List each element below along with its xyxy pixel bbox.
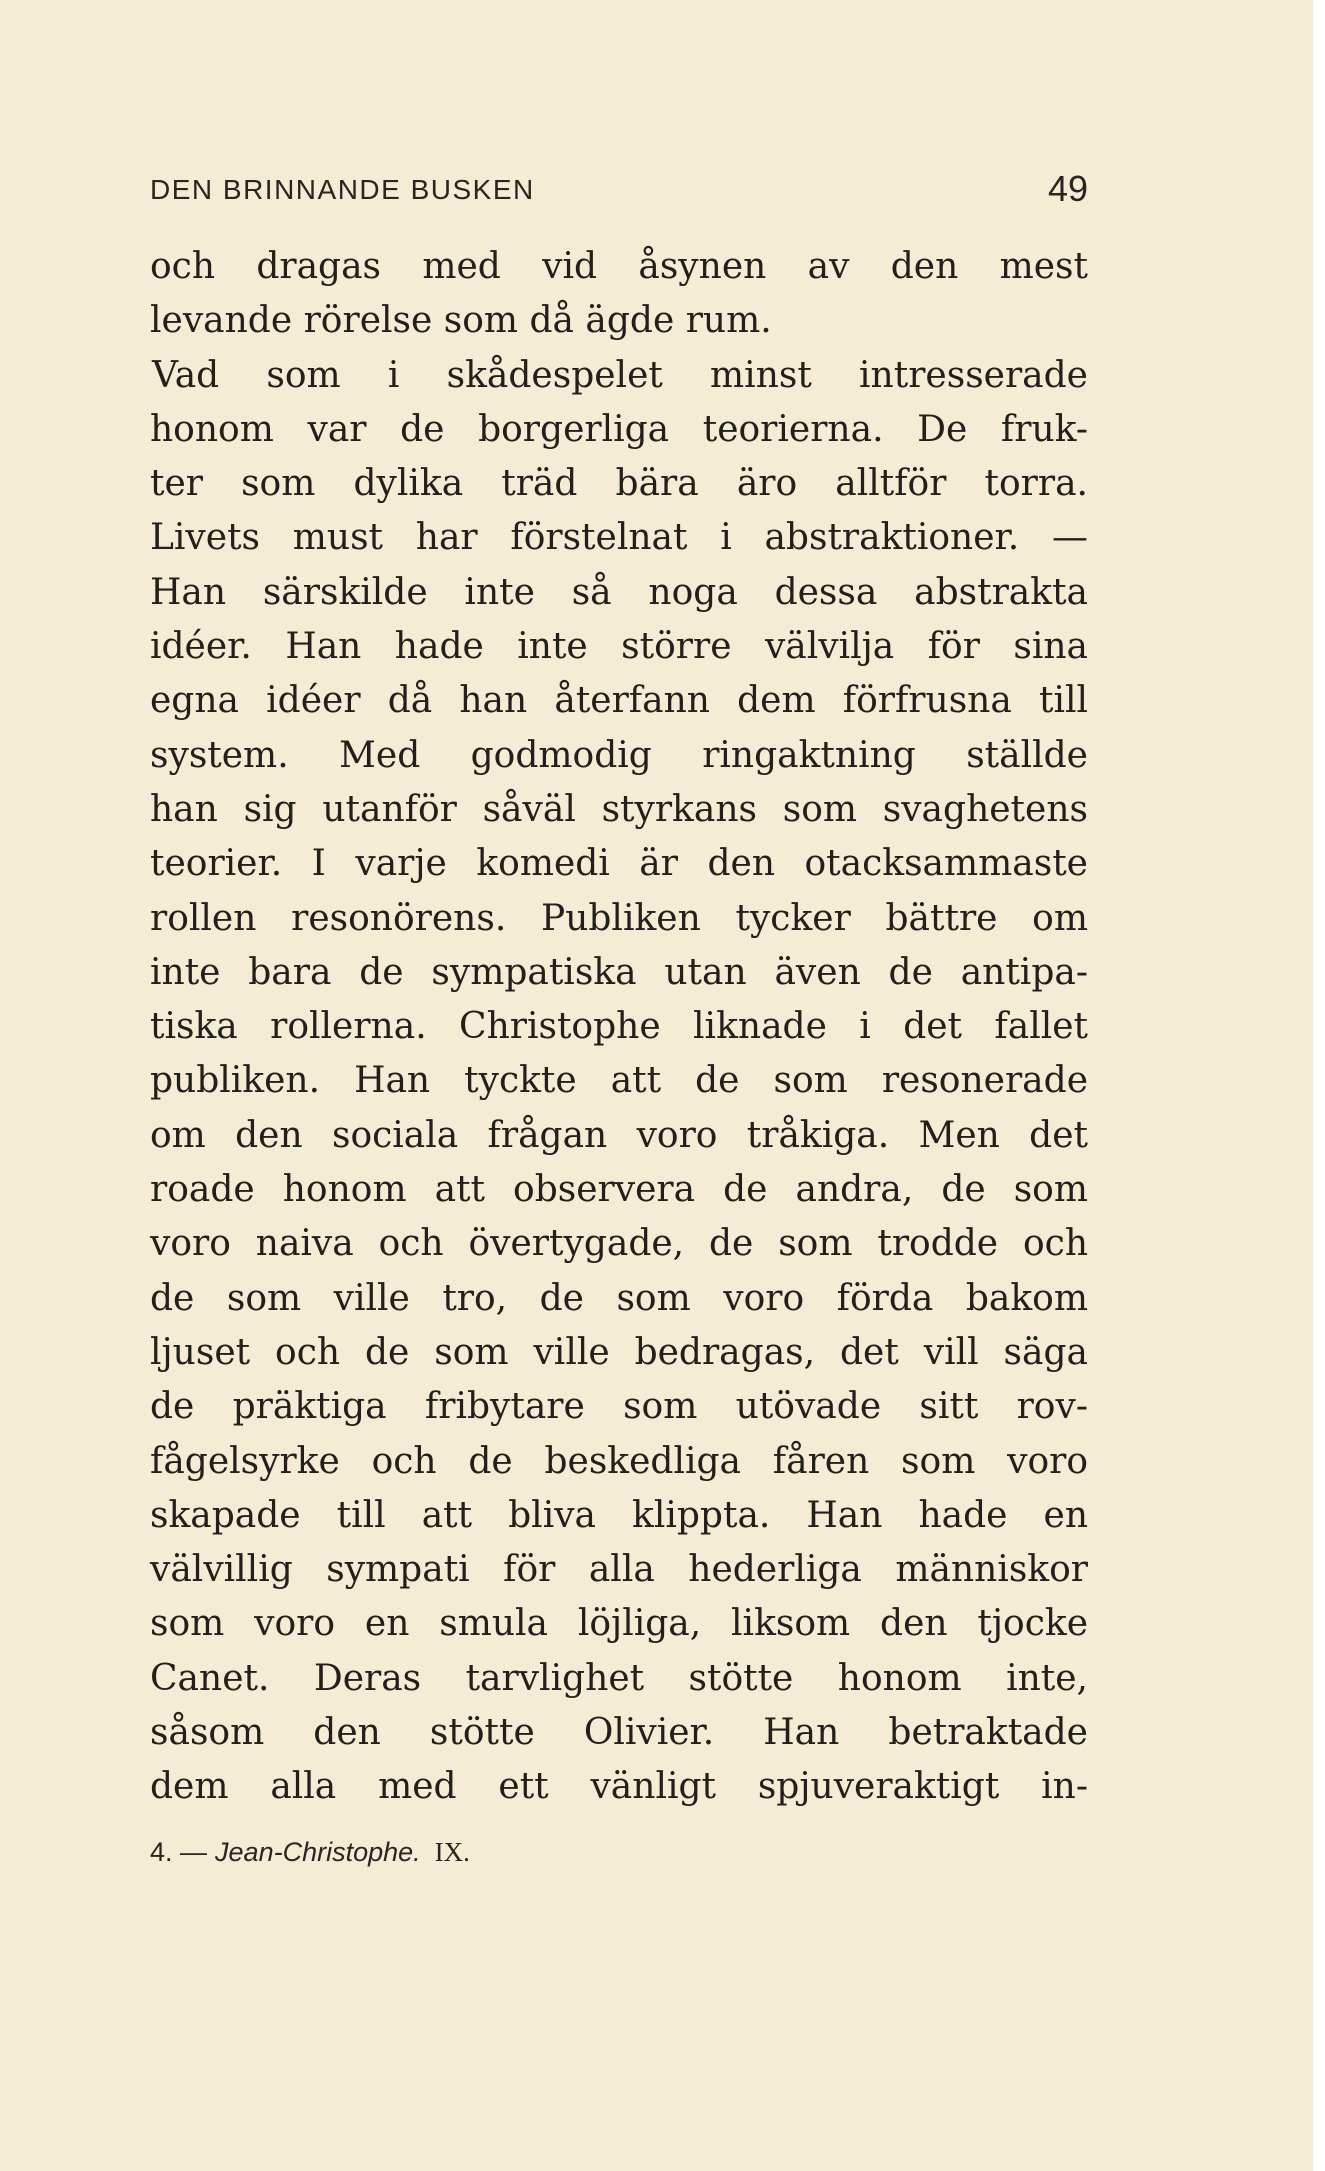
text-line: tiska rollerna. Christophe liknade i det fallet xyxy=(150,1006,1088,1048)
running-title: DEN BRINNANDE BUSKEN xyxy=(150,174,535,205)
signature-volume: IX. xyxy=(434,1837,470,1867)
text-line: de som ville tro, de som voro förda bakom xyxy=(150,1277,1088,1319)
text-line: och dragas med vid åsynen av den mest xyxy=(150,246,1088,287)
page-number: 49 xyxy=(1047,168,1088,209)
text-line: Vad som i skådespelet minst intresserade xyxy=(152,354,1088,396)
scan-margin xyxy=(1313,0,1325,2171)
text-line: voro naiva och övertygade, de som trodde och xyxy=(150,1223,1088,1265)
text-line: om den sociala frågan voro tråkiga. Men det xyxy=(150,1114,1088,1156)
signature-number: 4. — xyxy=(150,1837,208,1867)
text-line: publiken. Han tyckte att de som resonerade xyxy=(150,1060,1088,1102)
text-line: roade honom att observera de andra, de som xyxy=(150,1169,1088,1211)
text-line: välvillig sympati för alla hederliga människor xyxy=(150,1549,1088,1591)
text-line: teorier. I varje komedi är den otacksammaste xyxy=(150,843,1088,885)
text-line: system. Med godmodig ringaktning ställde xyxy=(150,734,1088,776)
text-line: såsom den stötte Olivier. Han betraktade xyxy=(150,1712,1088,1754)
text-line: Han särskilde inte så noga dessa abstrakta xyxy=(150,571,1088,613)
text-line: idéer. Han hade inte större välvilja för sina xyxy=(150,626,1088,668)
text-line: levande rörelse som då ägde rum. xyxy=(150,300,772,342)
text-line: honom var de borgerliga teorierna. De fruk- xyxy=(150,408,1088,450)
printer-signature xyxy=(150,1837,470,1868)
page-header xyxy=(150,166,1088,216)
text-line: egna idéer då han återfann dem förfrusna till xyxy=(150,680,1088,722)
text-line: dem alla med ett vänligt spjuveraktigt in- xyxy=(150,1766,1088,1808)
text-line: Livets must har förstelnat i abstraktioner. — xyxy=(150,517,1088,559)
body-text xyxy=(150,240,1088,1815)
text-line: fågelsyrke och de beskedliga fåren som voro xyxy=(150,1440,1088,1482)
text-line: ljuset och de som ville bedragas, det vill säga xyxy=(150,1331,1088,1373)
text-line: han sig utanför såväl styrkans som svaghetens xyxy=(150,788,1088,830)
text-line: skapade till att bliva klippta. Han hade en xyxy=(150,1494,1088,1536)
text-line: rollen resonörens. Publiken tycker bättre om xyxy=(150,897,1088,939)
signature-title: Jean-Christophe. xyxy=(215,1837,421,1867)
text-line: ter som dylika träd bära äro alltför torra. xyxy=(150,463,1088,505)
text-line: Canet. Deras tarvlighet stötte honom inte, xyxy=(150,1657,1088,1699)
text-line: som voro en smula löjliga, liksom den tjocke xyxy=(150,1603,1088,1645)
text-line: de präktiga fribytare som utövade sitt rov- xyxy=(150,1386,1088,1428)
text-line: inte bara de sympatiska utan även de antipa- xyxy=(150,951,1088,993)
